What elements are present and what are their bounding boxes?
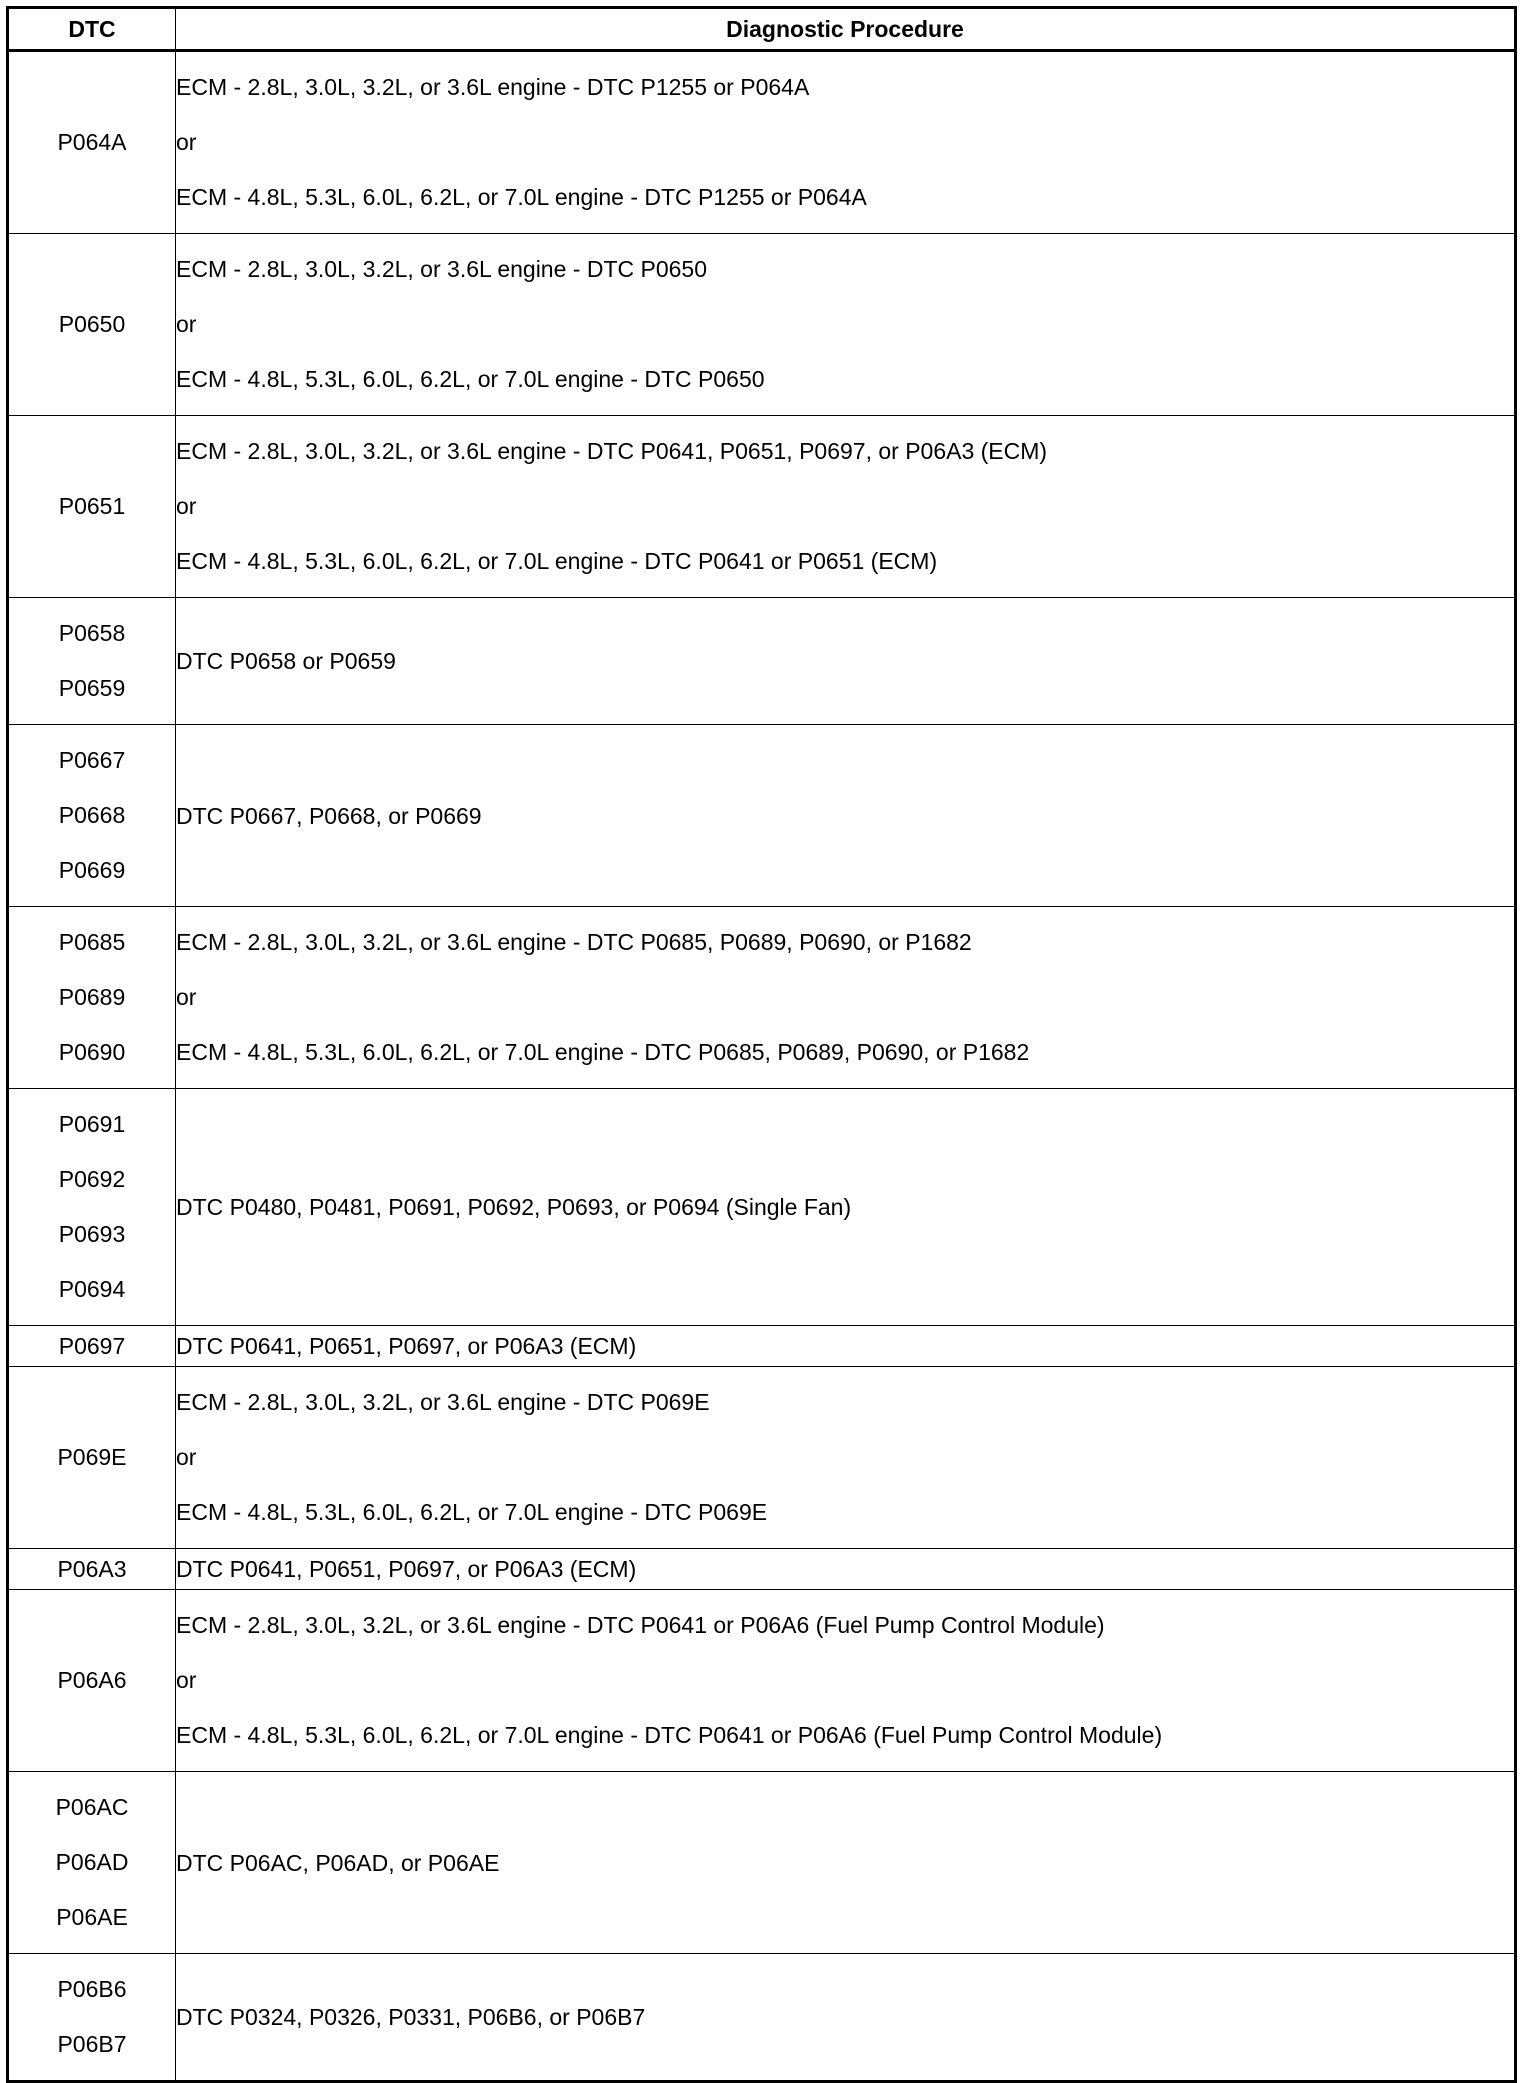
procedure-cell — [176, 416, 1516, 598]
table-row — [8, 907, 1516, 1089]
dtc-code: P0658 — [58, 620, 126, 646]
procedure-line: ECM - 2.8L, 3.0L, 3.2L, or 3.6L engine - DTC P0685, P0689, P0690, or P1682 — [176, 929, 972, 955]
dtc-code: P0691 — [58, 1111, 126, 1137]
procedure-line: DTC P0658 or P0659 — [176, 648, 396, 674]
procedure-line: ECM - 2.8L, 3.0L, 3.2L, or 3.6L engine - DTC P0641 or P06A6 (Fuel Pump Control Module) — [176, 1612, 1105, 1638]
dtc-cell — [8, 1326, 176, 1367]
dtc-cell — [8, 725, 176, 907]
dtc-code: P06B7 — [57, 2031, 127, 2057]
procedure-line: DTC P06AC, P06AD, or P06AE — [176, 1849, 500, 1876]
dtc-code: P0689 — [58, 984, 126, 1010]
dtc-procedure-table — [6, 6, 1517, 2083]
procedure-cell — [176, 1326, 1516, 1367]
dtc-cell — [8, 1954, 176, 2082]
dtc-code: P06A3 — [57, 1556, 127, 1582]
procedure-line: or — [176, 1667, 197, 1693]
procedure-line: DTC P0641, P0651, P0697, or P06A3 (ECM) — [176, 1333, 637, 1359]
procedure-line: ECM - 4.8L, 5.3L, 6.0L, 6.2L, or 7.0L engine - DTC P1255 or P064A — [176, 184, 867, 210]
dtc-code: P064A — [57, 129, 127, 155]
dtc-cell — [8, 51, 176, 234]
procedure-line: ECM - 2.8L, 3.0L, 3.2L, or 3.6L engine - DTC P0650 — [176, 256, 707, 282]
procedure-line: DTC P0667, P0668, or P0669 — [176, 802, 482, 829]
table-body — [8, 51, 1516, 2082]
table-row — [8, 1549, 1516, 1590]
table-row — [8, 1326, 1516, 1367]
dtc-code: P0668 — [58, 802, 126, 828]
procedure-line: or — [176, 129, 197, 155]
dtc-code: P06AC — [55, 1794, 129, 1820]
dtc-code: P06AD — [55, 1849, 129, 1875]
procedure-line: ECM - 4.8L, 5.3L, 6.0L, 6.2L, or 7.0L engine - DTC P0641 or P06A6 (Fuel Pump Control Module) — [176, 1722, 1163, 1748]
dtc-cell — [8, 598, 176, 725]
header-diagnostic-procedure: Diagnostic Procedure — [176, 8, 1516, 51]
document-sheet — [6, 6, 1514, 2083]
dtc-code: P0667 — [58, 747, 126, 773]
table-row — [8, 1590, 1516, 1772]
table-row — [8, 234, 1516, 416]
procedure-cell — [176, 725, 1516, 907]
dtc-code: P0669 — [58, 857, 126, 883]
dtc-code: P0692 — [58, 1166, 126, 1192]
procedure-line: DTC P0324, P0326, P0331, P06B6, or P06B7 — [176, 2004, 646, 2030]
dtc-code: P0651 — [58, 493, 126, 519]
procedure-cell — [176, 598, 1516, 725]
dtc-code: P0694 — [58, 1276, 126, 1302]
dtc-code: P0690 — [58, 1039, 126, 1065]
procedure-line: or — [176, 311, 197, 337]
procedure-cell — [176, 907, 1516, 1089]
procedure-line: DTC P0641, P0651, P0697, or P06A3 (ECM) — [176, 1556, 637, 1582]
procedure-line: ECM - 2.8L, 3.0L, 3.2L, or 3.6L engine - DTC P1255 or P064A — [176, 74, 810, 100]
header-dtc: DTC — [8, 8, 176, 51]
dtc-cell — [8, 907, 176, 1089]
table-header-row — [8, 8, 1516, 51]
procedure-line: or — [176, 493, 197, 519]
table-row — [8, 416, 1516, 598]
table-row — [8, 725, 1516, 907]
dtc-cell — [8, 1772, 176, 1954]
dtc-code: P0693 — [58, 1221, 126, 1247]
procedure-line: ECM - 4.8L, 5.3L, 6.0L, 6.2L, or 7.0L engine - DTC P0650 — [176, 366, 765, 392]
table-row — [8, 1367, 1516, 1549]
table-row — [8, 598, 1516, 725]
procedure-line: ECM - 4.8L, 5.3L, 6.0L, 6.2L, or 7.0L engine - DTC P069E — [176, 1499, 768, 1525]
procedure-cell — [176, 234, 1516, 416]
dtc-cell — [8, 1089, 176, 1326]
procedure-cell — [176, 1367, 1516, 1549]
dtc-code: P0650 — [58, 311, 126, 337]
dtc-code: P06B6 — [57, 1976, 127, 2002]
procedure-cell — [176, 1089, 1516, 1326]
procedure-line: or — [176, 1444, 197, 1470]
dtc-cell — [8, 1367, 176, 1549]
procedure-line: ECM - 4.8L, 5.3L, 6.0L, 6.2L, or 7.0L engine - DTC P0685, P0689, P0690, or P1682 — [176, 1039, 1030, 1065]
procedure-line: ECM - 2.8L, 3.0L, 3.2L, or 3.6L engine - DTC P0641, P0651, P0697, or P06A3 (ECM) — [176, 438, 1048, 464]
procedure-cell — [176, 1590, 1516, 1772]
dtc-code: P06AE — [56, 1904, 128, 1930]
procedure-line: or — [176, 984, 197, 1010]
dtc-code: P0697 — [58, 1333, 126, 1359]
procedure-cell — [176, 1954, 1516, 2082]
dtc-code: P069E — [57, 1444, 127, 1470]
procedure-cell — [176, 1549, 1516, 1590]
procedure-cell — [176, 51, 1516, 234]
procedure-line: DTC P0480, P0481, P0691, P0692, P0693, or P0694 (Single Fan) — [176, 1194, 852, 1220]
table-row — [8, 1954, 1516, 2082]
dtc-code: P0685 — [58, 929, 126, 955]
procedure-cell — [176, 1772, 1516, 1954]
table-row — [8, 51, 1516, 234]
table-row — [8, 1089, 1516, 1326]
procedure-line: ECM - 2.8L, 3.0L, 3.2L, or 3.6L engine - DTC P069E — [176, 1389, 710, 1415]
dtc-code: P0659 — [58, 675, 126, 701]
dtc-cell — [8, 1590, 176, 1772]
dtc-cell — [8, 234, 176, 416]
table-row — [8, 1772, 1516, 1954]
dtc-code: P06A6 — [57, 1667, 127, 1693]
dtc-cell — [8, 1549, 176, 1590]
dtc-cell — [8, 416, 176, 598]
procedure-line: ECM - 4.8L, 5.3L, 6.0L, 6.2L, or 7.0L engine - DTC P0641 or P0651 (ECM) — [176, 548, 938, 574]
